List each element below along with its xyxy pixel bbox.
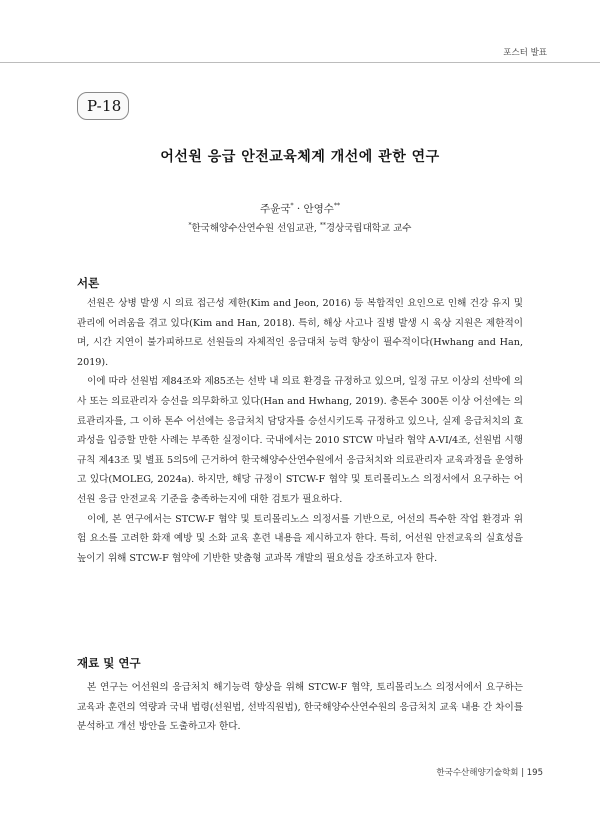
paragraph: 본 연구는 어선원의 응급처치 해기능력 향상을 위해 STCW-F 협약, 토리몰리노스 의정서에서 요구하는 교육과 훈련의 역량과 국내 법령(선원법, 선박직원법), 한국해양수산연수원의 응급처치 교육 내용 간 차이를 분석하고 개선 방안을 도출하고자 한다. bbox=[77, 682, 523, 733]
page-footer: 한국수산해양기술학회 | 195 bbox=[436, 768, 543, 778]
author-separator: · bbox=[293, 203, 304, 215]
paragraph: 이에 따라 선원법 제84조와 제85조는 선박 내 의료 환경을 규정하고 있으며, 일정 규모 이상의 선박에 의사 또는 의료관리자 승선을 의무화하고 있다(Han and Hwhang, 2019). 총톤수 300톤 이상 어선에는 의료관리자를, 그 이하 톤수 어선에는 응급처치 담당자를 승선시키도록 규정하고 있으나, 실제 응급처치의 효과성을 입증할 만한 사례는 부족한 실정이다. 국내에서는 2010 STCW 마닐라 협약 A-VI/4조, 선원법 시행규칙 제43조 및 별표 5의5에 근거하여 한국해양수산연수원에서 응급처치와 의료관리자 교육과정을 운영하고 있다(MOLEG, 2024a). 하지만, 해당 규정이 STCW-F 협약 및 토리몰리노스 의정서에서 요구하는 어선원 응급 안전교육 기준을 충족하는지에 대한 검토가 필요하다. bbox=[77, 376, 523, 505]
author-2-mark: ** bbox=[333, 202, 340, 210]
affiliation-1: 한국해양수산연수원 선임교관, bbox=[191, 223, 320, 234]
poster-code-badge bbox=[77, 92, 129, 120]
affiliation-2: 경상국립대학교 교수 bbox=[325, 223, 412, 234]
paragraph: 선원은 상병 발생 시 의료 접근성 제한(Kim and Jeon, 2016) 등 복합적인 요인으로 인해 건강 유지 및 관리에 어려움을 겪고 있다(Kim and Han, 2018). 특히, 해상 사고나 질병 발생 시 육상 지원은 제한적이며, 시간 지연이 불가피하므로 선원들의 자체적인 응급대처 능력 향상이 필수적이다(Hwhang and Han, 2019). bbox=[77, 298, 523, 368]
paragraph: 이에, 본 연구에서는 STCW-F 협약 및 토리몰리노스 의정서를 기반으로, 어선의 특수한 작업 환경과 위험 요소를 고려한 화재 예방 및 소화 교육 훈련 내용을 제시하고자 한다. 특히, 어선원 안전교육의 실효성을 높이기 위해 STCW-F 협약에 기반한 맞춤형 교과목 개발의 필요성을 강조하고자 한다. bbox=[77, 513, 523, 564]
section-body-intro bbox=[77, 294, 523, 568]
author-2: 안영수 bbox=[303, 203, 334, 215]
affiliation-2-mark: ** bbox=[319, 221, 326, 229]
section-heading-intro: 서론 bbox=[77, 276, 100, 290]
section-heading-methods: 재료 및 연구 bbox=[77, 656, 141, 670]
header-divider bbox=[0, 62, 600, 63]
section-body-methods bbox=[77, 678, 523, 737]
author-1-mark: * bbox=[290, 202, 294, 210]
running-header-label: 포스터 발표 bbox=[503, 48, 547, 58]
affiliation-1-mark: * bbox=[188, 221, 192, 229]
poster-code: P-18 bbox=[87, 97, 122, 115]
affiliation-line bbox=[0, 220, 600, 234]
paper-title: 어선원 응급 안전교육체계 개선에 관한 연구 bbox=[160, 149, 440, 165]
author-line bbox=[0, 201, 600, 216]
author-1: 주윤국 bbox=[260, 203, 291, 215]
